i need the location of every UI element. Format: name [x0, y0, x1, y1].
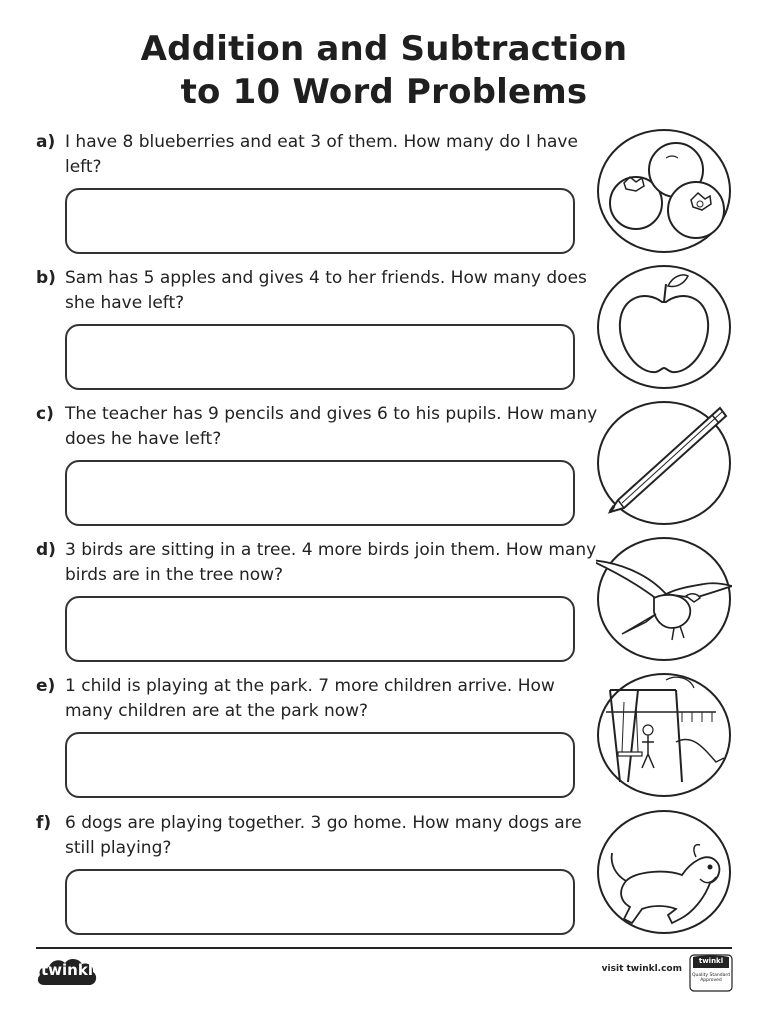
problem-question: I have 8 blueberries and eat 3 of them. How many do I have left?	[65, 132, 578, 177]
problem-letter: b)	[36, 268, 56, 288]
twinkl-logo	[36, 955, 98, 989]
footer-divider	[36, 947, 732, 949]
problem-question: 3 birds are sitting in a tree. 4 more birds join them. How many birds are in the tree now?	[65, 540, 597, 585]
quality-badge	[689, 954, 733, 992]
answer-box[interactable]	[65, 596, 575, 662]
blueberries-icon	[596, 128, 732, 254]
answer-box[interactable]	[65, 188, 575, 254]
title-line-1: Addition and Subtraction	[140, 29, 628, 69]
badge-brand: twinkl	[698, 957, 724, 965]
apple-icon	[596, 264, 732, 390]
problem-letter: e)	[36, 676, 56, 696]
title-line-2: to 10 Word Problems	[180, 72, 588, 112]
visit-link[interactable]: visit twinkl.com	[601, 964, 682, 974]
page-title	[0, 28, 768, 114]
dog-icon	[596, 809, 732, 935]
badge-caption: Quality Standard Approved	[692, 973, 730, 983]
bird-icon	[596, 536, 732, 662]
playground-icon	[596, 672, 732, 798]
problem-question: 6 dogs are playing together. 3 go home. How many dogs are still playing?	[65, 813, 582, 858]
answer-box[interactable]	[65, 869, 575, 935]
answer-box[interactable]	[65, 732, 575, 798]
problem-question: 1 child is playing at the park. 7 more children arrive. How many children are at the park now?	[65, 676, 555, 721]
answer-box[interactable]	[65, 460, 575, 526]
answer-box[interactable]	[65, 324, 575, 390]
problem-question: Sam has 5 apples and gives 4 to her friends. How many does she have left?	[65, 268, 587, 313]
pencil-icon	[596, 400, 732, 526]
problem-letter: f)	[36, 813, 52, 833]
problem-letter: d)	[36, 540, 56, 560]
logo-text: twinkl	[41, 961, 93, 979]
problem-letter: a)	[36, 132, 56, 152]
problem-letter: c)	[36, 404, 54, 424]
problem-question: The teacher has 9 pencils and gives 6 to his pupils. How many does he have left?	[65, 404, 598, 449]
